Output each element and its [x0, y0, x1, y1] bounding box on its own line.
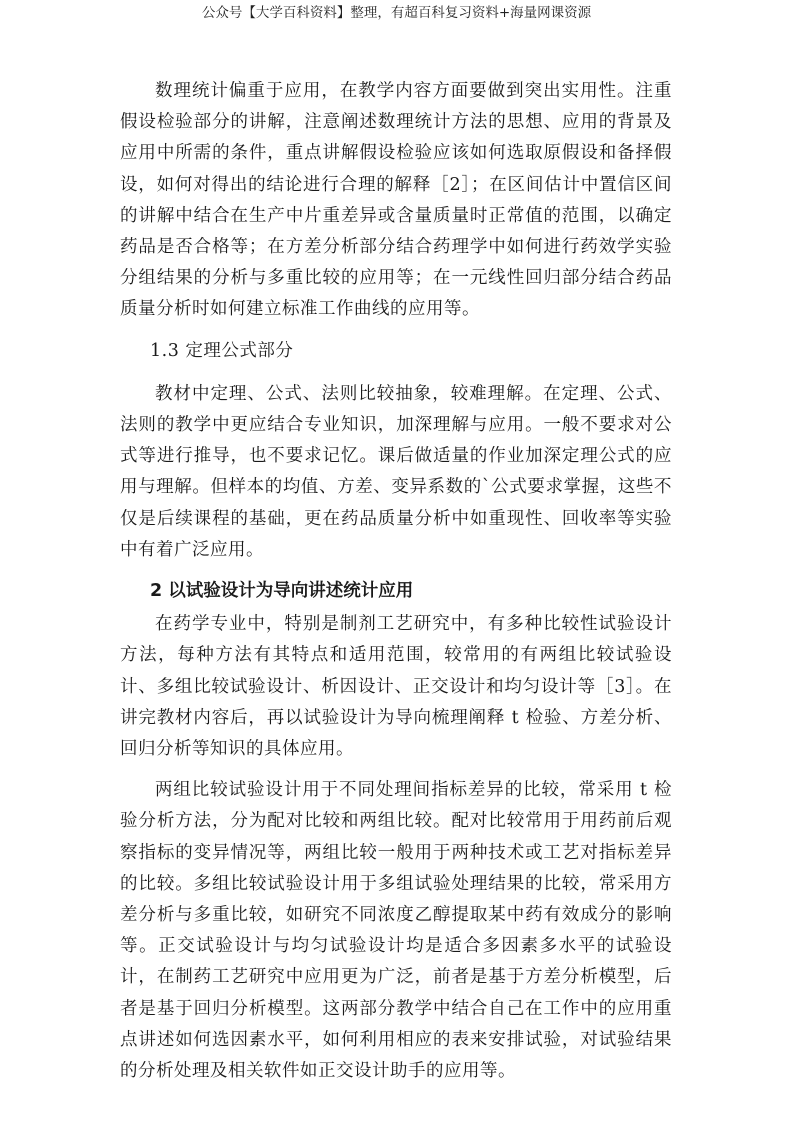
paragraph-theorem-formulas: 教材中定理、公式、法则比较抽象，较难理解。在定理、公式、法则的教学中更应结合专业知识，加深理解与应用。一般不要求对公式等进行推导，也不要求记忆。课后做适量的作业加深定理公式的应用与理解。但样本的均值、方差、变异系数的`公式要求掌握，这些不仅是后续课程的基础，更在药品质量分析中如重现性、回收率等实验中有着广泛应用。	[120, 383, 672, 560]
paragraph-comparison-designs: 两组比较试验设计用于不同处理间指标差异的比较，常采用 t 检验分析方法，分为配对比较和两组比较。配对比较常用于用药前后观察指标的变异情况等，两组比较一般用于两种技术或工艺对指标差异的比较。多组比较试验设计用于多组试验处理结果的比较，常采用方差分析与多重比较，如研究不同浓度乙醇提取某中药有效成分的影响等。正交试验设计与均匀试验设计均是适合多因素多水平的试验设计，在制药工艺研究中应用更为广泛，前者是基于方差分析模型，后者是基于回归分析模型。这两部分教学中结合自己在工作中的应用重点讲述如何选因素水平，如何利用相应的表来安排试验，对试验结果的分析处理及相关软件如正交设计助手的应用等。	[120, 780, 672, 1082]
paragraph-experimental-design: 在药学专业中，特别是制剂工艺研究中，有多种比较性试验设计方法，每种方法有其特点和适用范围，较常用的有两组比较试验设计、多组比较试验设计、析因设计、正交设计和均匀设计等［3］。在讲完教材内容后，再以试验设计为导向梳理阐释 t 检验、方差分析、回归分析等知识的具体应用。	[120, 614, 672, 760]
paragraph-application-focus: 数理统计偏重于应用，在教学内容方面要做到突出实用性。注重假设检验部分的讲解，注意阐述数理统计方法的思想、应用的背景及应用中所需的条件，重点讲解假设检验应该如何选取原假设和备择假设，如何对得出的结论进行合理的解释［2］；在区间估计中置信区间的讲解中结合在生产中片重差异或含量质量时正常值的范围，以确定药品是否合格等；在方差分析部分结合药理学中如何进行药效学实验分组结果的分析与多重比较的应用等；在一元线性回归部分结合药品质量分析时如何建立标准工作曲线的应用等。	[120, 81, 672, 320]
document-body	[120, 76, 672, 1087]
page-header: 公众号【大学百科资料】整理，有超百科复习资料+海量网课资源	[201, 5, 592, 21]
section-heading-1-3: 1.3 定理公式部分	[150, 340, 294, 361]
section-heading-2: 2 以试验设计为导向讲述统计应用	[150, 581, 414, 602]
